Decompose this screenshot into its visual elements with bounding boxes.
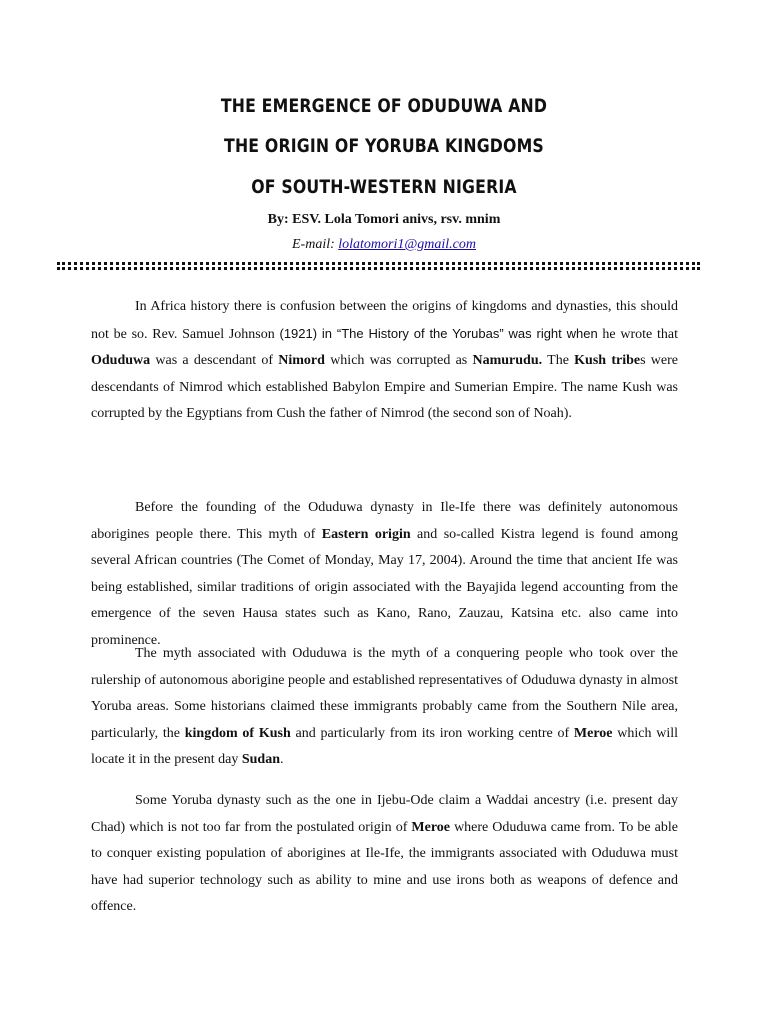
p4-text-2: where Oduduwa came from. To be able to conquer existing population of aborigines at Ile-Ife, the immigrants associated with Oduduwa must have had superior technology such as ability to mine and use irons both as weapons of defence and offence. xyxy=(91,819,678,914)
p4-text-1: Some Yoruba dynasty such as the one in Ijebu-Ode claim a Waddai ancestry (i.e. present day Chad) which is not too far from the postulated origin of xyxy=(91,793,678,835)
title-line-3: OF SOUTH-WESTERN NIGERIA xyxy=(251,176,517,198)
p1-text-1: In Africa history there is confusion between the origins of kingdoms and dynasties, this should not be so. Rev. Samuel Johnson xyxy=(91,299,678,342)
p1-text-3: he wrote that xyxy=(597,326,678,342)
dotted-divider-bottom xyxy=(57,267,700,270)
p1-text-4: was a descendant of xyxy=(150,353,279,368)
email-link[interactable]: lolatomori1@gmail.com xyxy=(338,237,476,252)
p3-text-4: . xyxy=(280,752,284,767)
email-line xyxy=(0,237,768,253)
p1-bold-nimord: Nimord xyxy=(278,353,325,368)
paragraph-4 xyxy=(91,788,678,921)
p3-bold-sudan: Sudan xyxy=(241,752,280,767)
p2-text-1: Before the founding of the Oduduwa dynasty in Ile-Ife there was definitely autonomous aborigines people there. This myth of xyxy=(91,500,678,542)
p2-text-2: and so-called Kistra legend is found among several African countries (The Comet of Monday, May 17, 2004). Around the time that ancient Ife was being established, similar traditions of origin associated with the Bayajida legend accounting from the emergence of the seven Hausa states such as Kano, Rano, Zauzau, Katsina etc. also came into prominence. xyxy=(91,526,678,648)
author-byline: By: ESV. Lola Tomori anivs, rsv. mnim xyxy=(267,212,501,227)
p3-text-2: and particularly from its iron working centre of xyxy=(290,725,574,741)
p1-text-5: which was corrupted as xyxy=(324,353,473,368)
p1-text-6: The xyxy=(542,353,575,368)
p3-bold-kingdom-of-kush: kingdom of Kush xyxy=(184,725,291,741)
p1-text-2: (1921) in “The History of the Yorubas” was right when xyxy=(279,325,598,341)
dotted-divider-top xyxy=(57,262,700,265)
p3-text-1: The myth associated with Oduduwa is the myth of a conquering people who took over the rulership of autonomous aborigine people and established representatives of Oduduwa dynasty in almost Yoruba areas. Some historians claimed these immigrants probably came from the Southern Nile area, particularly, the xyxy=(91,646,678,741)
paragraph-1 xyxy=(91,294,678,428)
p3-text-3: which will locate it in the present day xyxy=(91,725,679,767)
paragraph-3 xyxy=(91,641,678,774)
p1-bold-namurudu: Namurudu. xyxy=(472,353,543,368)
paragraph-2 xyxy=(91,495,678,654)
p1-bold-kush-tribe: Kush tribe xyxy=(574,353,641,368)
title-line-2: THE ORIGIN OF YORUBA KINGDOMS xyxy=(224,135,544,157)
p2-bold-eastern-origin: Eastern origin xyxy=(321,526,411,542)
p1-bold-oduduwa: Oduduwa xyxy=(91,353,151,368)
email-label: E-mail: xyxy=(292,237,339,252)
p3-bold-meroe: Meroe xyxy=(573,725,613,741)
p4-bold-meroe: Meroe xyxy=(411,819,451,835)
title-line-1: THE EMERGENCE OF ODUDUWA AND xyxy=(220,95,548,117)
p1-text-7: s were descendants of Nimrod which established Babylon Empire and Sumerian Empire. The name Kush was corrupted by the Egyptians from Cush the father of Nimrod (the second son of Noah). xyxy=(91,353,679,421)
